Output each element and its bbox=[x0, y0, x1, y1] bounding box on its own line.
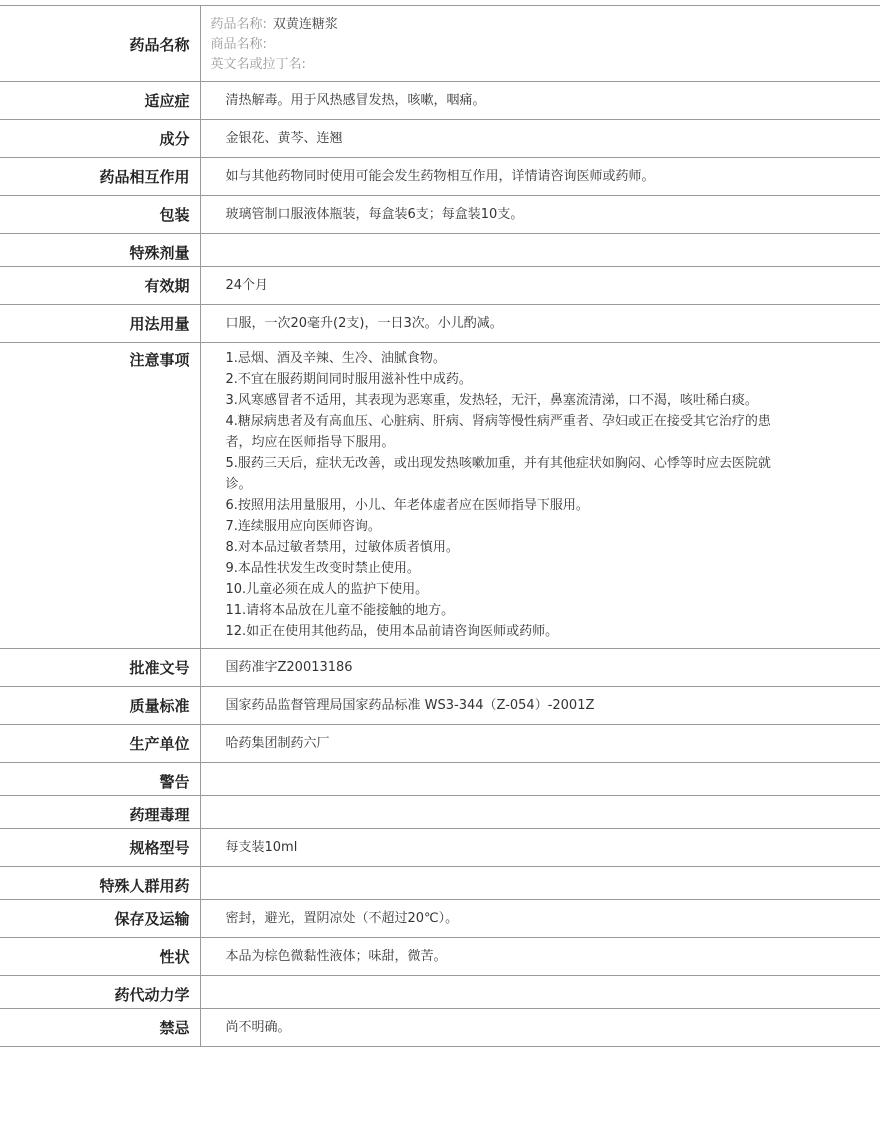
value-drug-names bbox=[200, 6, 880, 82]
spec-label: 质量标准 bbox=[0, 687, 200, 725]
spec-row bbox=[0, 687, 880, 725]
spec-label: 保存及运输 bbox=[0, 900, 200, 938]
spec-label: 禁忌 bbox=[0, 1009, 200, 1047]
spec-value: 本品为棕色微黏性液体；味甜，微苦。 bbox=[200, 938, 880, 976]
spec-value bbox=[200, 796, 880, 829]
spec-label: 生产单位 bbox=[0, 725, 200, 763]
precaution-item: 4.糖尿病患者及有高血压、心脏病、肝病、肾病等慢性病严重者、孕妇或正在接受其它治疗的患者，均应在医师指导下服用。 bbox=[225, 414, 771, 450]
spec-value: 每支装10ml bbox=[200, 829, 880, 867]
trade-name-line bbox=[211, 35, 861, 55]
spec-label: 包装 bbox=[0, 196, 200, 234]
row-precautions bbox=[0, 343, 880, 649]
spec-value: 哈药集团制药六厂 bbox=[200, 725, 880, 763]
precaution-item: 9.本品性状发生改变时禁止使用。 bbox=[225, 561, 420, 576]
spec-row bbox=[0, 938, 880, 976]
spec-label: 适应症 bbox=[0, 82, 200, 120]
spec-value: 国家药品监督管理局国家药品标准 WS3-344（Z-054）-2001Z bbox=[200, 687, 880, 725]
spec-row bbox=[0, 796, 880, 829]
latin-name-line bbox=[211, 55, 861, 75]
spec-row bbox=[0, 120, 880, 158]
value-precautions bbox=[200, 343, 880, 649]
spec-value bbox=[200, 867, 880, 900]
spec-label: 有效期 bbox=[0, 267, 200, 305]
precaution-item: 2.不宜在服药期间同时服用滋补性中成药。 bbox=[225, 372, 472, 387]
spec-value bbox=[200, 763, 880, 796]
spec-value: 口服，一次20毫升(2支)，一日3次。小儿酌减。 bbox=[200, 305, 880, 343]
spec-label: 特殊剂量 bbox=[0, 234, 200, 267]
spec-value bbox=[200, 976, 880, 1009]
spec-label: 药代动力学 bbox=[0, 976, 200, 1009]
spec-label: 药品相互作用 bbox=[0, 158, 200, 196]
precaution-item: 11.请将本品放在儿童不能接触的地方。 bbox=[225, 603, 455, 618]
spec-row bbox=[0, 158, 880, 196]
spec-value: 密封，避光，置阴凉处（不超过20℃）。 bbox=[200, 900, 880, 938]
precaution-item: 6.按照用法用量服用，小儿、年老体虚者应在医师指导下服用。 bbox=[225, 498, 589, 513]
spec-value: 如与其他药物同时使用可能会发生药物相互作用，详情请咨询医师或药师。 bbox=[200, 158, 880, 196]
spec-row bbox=[0, 900, 880, 938]
spec-label: 批准文号 bbox=[0, 649, 200, 687]
latin-name-key: 英文名或拉丁名: bbox=[210, 57, 306, 72]
spec-row bbox=[0, 649, 880, 687]
drug-name-line bbox=[211, 15, 861, 35]
label-precautions: 注意事项 bbox=[0, 343, 200, 649]
precaution-item: 3.风寒感冒者不适用，其表现为恶寒重，发热轻，无汗，鼻塞流清涕，口不渴，咳吐稀白痰。 bbox=[225, 393, 758, 408]
spec-label: 规格型号 bbox=[0, 829, 200, 867]
precaution-item: 8.对本品过敏者禁用，过敏体质者慎用。 bbox=[225, 540, 459, 555]
spec-row bbox=[0, 305, 880, 343]
spec-value: 尚不明确。 bbox=[200, 1009, 880, 1047]
row-drug-name bbox=[0, 6, 880, 82]
spec-row bbox=[0, 267, 880, 305]
spec-value: 清热解毒。用于风热感冒发热，咳嗽，咽痛。 bbox=[200, 82, 880, 120]
precaution-item: 12.如正在使用其他药品，使用本品前请咨询医师或药师。 bbox=[225, 624, 559, 639]
drug-name-key: 药品名称: bbox=[210, 17, 267, 32]
spec-row bbox=[0, 196, 880, 234]
drug-spec-sheet bbox=[0, 5, 880, 1047]
precaution-item: 5.服药三天后，症状无改善，或出现发热咳嗽加重，并有其他症状如胸闷、心悸等时应去医院就诊。 bbox=[225, 456, 771, 492]
label-drug-name: 药品名称 bbox=[0, 6, 200, 82]
spec-row bbox=[0, 234, 880, 267]
trade-name-key: 商品名称: bbox=[210, 37, 267, 52]
spec-row bbox=[0, 1009, 880, 1047]
spec-row bbox=[0, 976, 880, 1009]
spec-label: 性状 bbox=[0, 938, 200, 976]
spec-row bbox=[0, 725, 880, 763]
spec-row bbox=[0, 829, 880, 867]
precaution-item: 7.连续服用应向医师咨询。 bbox=[225, 519, 381, 534]
precaution-item: 10.儿童必须在成人的监护下使用。 bbox=[225, 582, 429, 597]
spec-label: 特殊人群用药 bbox=[0, 867, 200, 900]
spec-value: 24个月 bbox=[200, 267, 880, 305]
spec-row bbox=[0, 867, 880, 900]
precaution-item: 1.忌烟、酒及辛辣、生冷、油腻食物。 bbox=[225, 351, 446, 366]
drug-name-value: 双黄连糖浆 bbox=[272, 17, 338, 32]
spec-label: 药理毒理 bbox=[0, 796, 200, 829]
spec-row bbox=[0, 763, 880, 796]
drug-spec-table bbox=[0, 6, 880, 1047]
spec-row bbox=[0, 82, 880, 120]
spec-label: 警告 bbox=[0, 763, 200, 796]
spec-label: 成分 bbox=[0, 120, 200, 158]
spec-value bbox=[200, 234, 880, 267]
spec-value: 玻璃管制口服液体瓶装，每盒装6支；每盒装10支。 bbox=[200, 196, 880, 234]
spec-value: 国药准字Z20013186 bbox=[200, 649, 880, 687]
spec-label: 用法用量 bbox=[0, 305, 200, 343]
spec-value: 金银花、黄芩、连翘 bbox=[200, 120, 880, 158]
